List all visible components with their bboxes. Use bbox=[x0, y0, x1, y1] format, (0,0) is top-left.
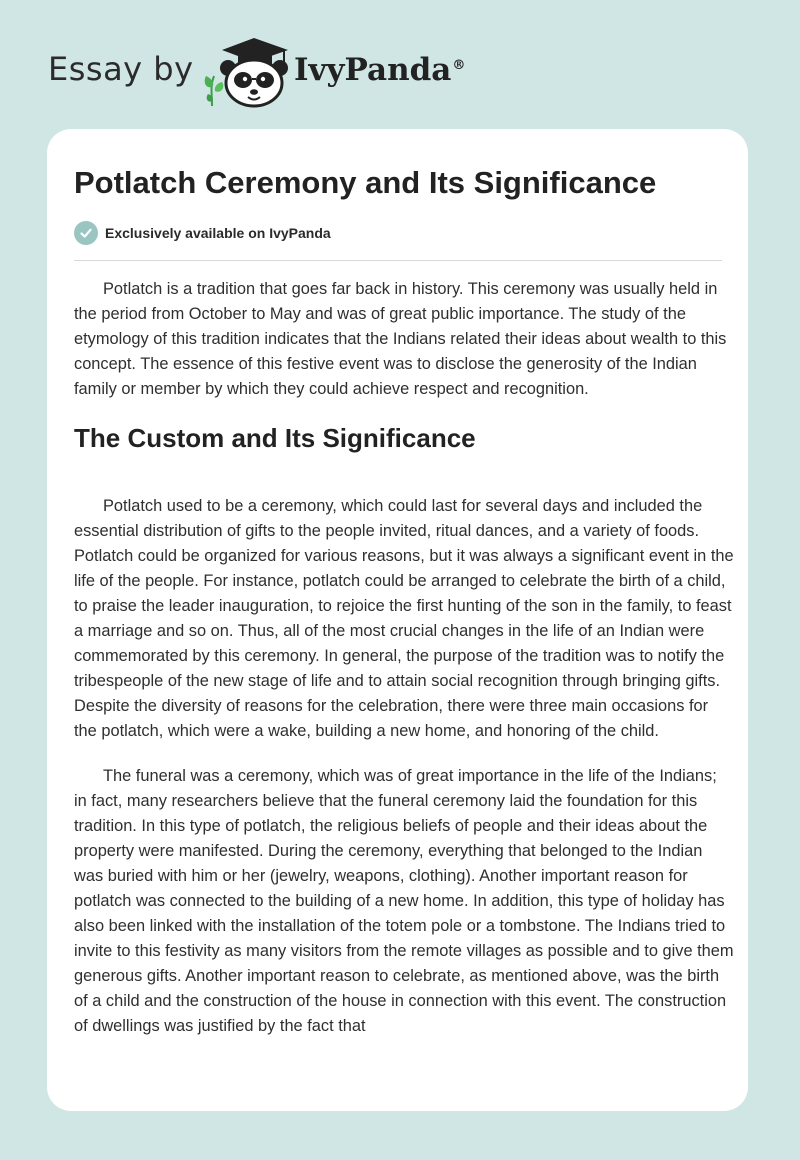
divider bbox=[74, 260, 722, 261]
ivy-leaf-icon bbox=[205, 76, 224, 106]
registered-mark: ® bbox=[452, 57, 466, 73]
check-badge-icon bbox=[74, 221, 98, 245]
exclusive-badge bbox=[74, 220, 331, 246]
essay-card bbox=[47, 129, 748, 1111]
brand-text: IvyPanda bbox=[294, 52, 452, 88]
ivypanda-logo-icon[interactable] bbox=[200, 36, 292, 108]
section-heading: The Custom and Its Significance bbox=[74, 423, 476, 453]
paragraph-funeral: The funeral was a ceremony, which was of great importance in the life of the Indians; in fact, many researchers believe that the funeral ceremony laid the foundation for this tradition. In this type of potlatch, the religious beliefs of people and their ideas about the property were manifested. During the ceremony, everything that belonged to the Indian was buried with him or her (jewelry, weapons, clothing). Another important reason for potlatch was connected to the building of a new home. In addition, this type of holiday has also been linked with the installation of the totem pole or a tombstone. The Indians tried to invite to this festivity as many visitors from the remote villages as possible and to give them generous gifts. Another important reason to celebrate, as mentioned above, was the birth of a child and the construction of the house in connection with this event. The construction of dwellings was justified by the fact that bbox=[74, 767, 734, 1035]
essay-by-label: Essay by bbox=[48, 50, 194, 88]
essay-body bbox=[74, 277, 734, 1039]
paragraph-intro: Potlatch is a tradition that goes far back in history. This ceremony was usually held in the period from October to May and was of great public importance. The study of the etymology of this tradition indicates that the Indians related their ideas about wealth to this concept. The essence of this festive event was to disclose the generosity of the Indian family or member by which they could achieve respect and recognition. bbox=[74, 280, 727, 398]
exclusive-label: Exclusively available on IvyPanda bbox=[105, 225, 331, 241]
site-header bbox=[0, 0, 800, 125]
brand-name[interactable] bbox=[294, 52, 465, 88]
paragraph-custom: Potlatch used to be a ceremony, which could last for several days and included the essential distribution of gifts to the people invited, ritual dances, and a variety of foods. Potlatch could be organized for various reasons, but it was always a significant event in the life of the people. For instance, potlatch could be arranged to celebrate the birth of a child, to praise the leader inauguration, to rejoice the first hunting of the son in the family, to feast a marriage and so on. Thus, all of the most crucial changes in the life of an Indian were commemorated by this ceremony. In general, the purpose of the tradition was to notify the tribespeople of the new stage of life and to attain social recognition through bringing gifts. Despite the diversity of reasons for the celebration, there were three main occasions for the potlatch, which were a wake, building a new home, and honoring of the child. bbox=[74, 497, 734, 740]
page-title: Potlatch Ceremony and Its Significance bbox=[74, 165, 657, 200]
